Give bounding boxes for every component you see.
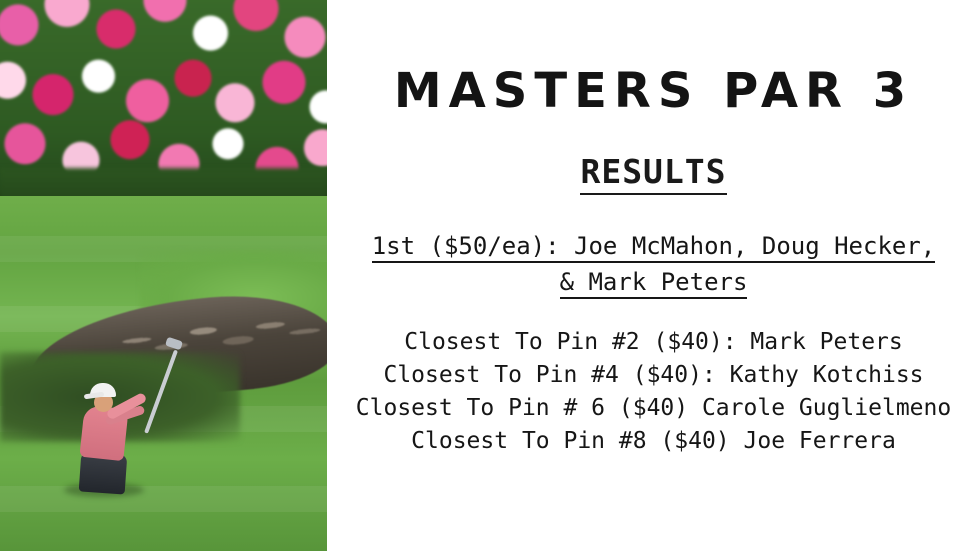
azalea-bushes <box>0 0 327 193</box>
golfer-figure <box>70 355 190 490</box>
page-title: MASTERS PAR 3 <box>393 63 914 119</box>
text-panel <box>327 0 980 551</box>
first-place-block <box>357 228 950 300</box>
results-heading-text: RESULTS <box>580 152 726 195</box>
first-place-line-1: 1st ($50/ea): Joe McMahon, Doug Hecker, <box>372 232 936 263</box>
course-photo <box>0 0 327 551</box>
golf-club-shaft <box>144 350 178 434</box>
list-item: Closest To Pin # 6 ($40) Carole Guglielmeno <box>355 395 952 421</box>
closest-to-pin-list <box>347 326 960 458</box>
first-place-line-2: & Mark Peters <box>560 268 748 299</box>
list-item: Closest To Pin #4 ($40): Kathy Kotchiss <box>383 362 924 388</box>
list-item: Closest To Pin #2 ($40): Mark Peters <box>404 329 903 355</box>
results-heading <box>327 152 980 191</box>
list-item: Closest To Pin #8 ($40) Joe Ferrera <box>411 428 896 454</box>
